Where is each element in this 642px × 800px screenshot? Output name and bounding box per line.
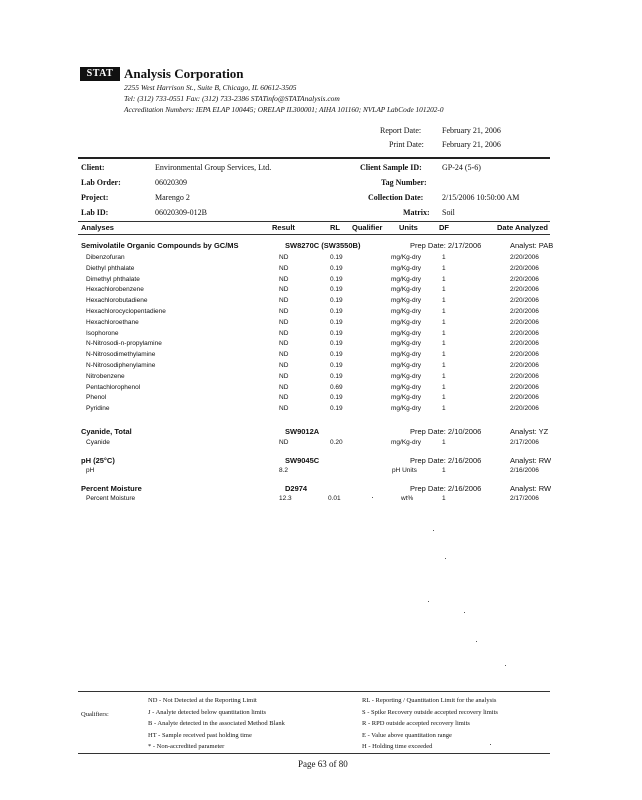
client-sample-label: Client Sample ID:	[360, 163, 422, 172]
analyte-units: mg/Kg-dry	[391, 362, 421, 369]
analyte-name: Hexachloroethane	[86, 318, 139, 326]
analyte-result: ND	[279, 254, 289, 261]
analyte-date: 2/20/2006	[510, 297, 539, 305]
analyte-units: wt%	[401, 495, 414, 502]
analyte-date: 2/20/2006	[510, 275, 539, 283]
analyte-df: 1	[442, 362, 446, 369]
analyte-units: pH Units	[392, 467, 417, 474]
analyte-rl: 0.01	[328, 495, 341, 502]
header-divider	[78, 157, 550, 159]
analyte-result: ND	[279, 275, 289, 283]
report-date: February 21, 2006	[442, 126, 501, 135]
analyte-name: N-Nitrosodi-n-propylamine	[86, 340, 162, 348]
analyte-name: Dibenzofuran	[86, 254, 125, 261]
analyte-date: 2/20/2006	[510, 351, 539, 359]
analyte-date: 2/20/2006	[510, 329, 539, 337]
analyte-date: 2/20/2006	[510, 308, 539, 315]
analyte-name: pH	[86, 467, 95, 474]
analyte-units: mg/Kg-dry	[391, 286, 421, 294]
analyte-date: 2/20/2006	[510, 362, 539, 369]
lab-order-label: Lab Order:	[81, 178, 121, 187]
section-analyst: Analyst: YZ	[510, 427, 549, 436]
analyte-df: 1	[442, 264, 446, 272]
company-logo: STAT	[80, 67, 120, 81]
collection-date-label: Collection Date:	[368, 193, 424, 202]
section-prep-date: Prep Date: 2/17/2006	[410, 241, 482, 250]
analyte-result: ND	[279, 297, 289, 305]
section-method: D2974	[285, 484, 308, 493]
section-prep-date: Prep Date: 2/16/2006	[410, 456, 482, 465]
analyte-df: 1	[442, 351, 446, 359]
print-date-label: Print Date:	[389, 140, 424, 149]
analyte-result: ND	[279, 318, 289, 326]
analyte-units: mg/Kg-dry	[391, 351, 421, 359]
analyte-df: 1	[442, 275, 446, 283]
lab-order-value: 06020309	[155, 178, 187, 187]
company-contact: Tel: (312) 733-0551 Fax: (312) 733-2386 STATinfo@STATAnalysis.com	[124, 94, 340, 103]
accreditation-numbers: Accreditation Numbers: IEPA ELAP 100445; ORELAP IL300001; AIHA 101160; NVLAP LabCode 101202-0	[124, 105, 444, 114]
analyte-units: mg/Kg-dry	[391, 318, 421, 326]
analyte-result: ND	[279, 308, 289, 315]
section-analyst: Analyst: RW	[510, 456, 552, 465]
analyte-date: 2/20/2006	[510, 254, 539, 261]
matrix-value: Soil	[442, 208, 455, 217]
analyte-date: 2/17/2006	[510, 439, 539, 446]
analyte-date: 2/20/2006	[510, 405, 539, 413]
analyte-name: Phenol	[86, 394, 107, 402]
analyte-rl: 0.19	[330, 297, 343, 305]
qualifier-definition: R - RPD outside accepted recovery limits	[362, 720, 470, 727]
lab-id-value: 06020309-012B	[155, 208, 207, 217]
analyte-units: mg/Kg-dry	[391, 264, 421, 272]
analyte-df: 1	[442, 394, 446, 402]
analyte-units: mg/Kg-dry	[391, 340, 421, 348]
section-method: SW9045C	[285, 456, 320, 465]
analyte-units: mg/Kg-dry	[391, 372, 421, 380]
analyte-units: mg/Kg-dry	[391, 254, 421, 261]
analyte-date: 2/20/2006	[510, 383, 539, 391]
col-date-analyzed: Date Analyzed	[497, 223, 548, 232]
analyte-df: 1	[442, 297, 446, 305]
matrix-label: Matrix:	[403, 208, 430, 217]
analyte-result: ND	[279, 362, 289, 369]
analyte-date: 2/20/2006	[510, 394, 539, 402]
analyte-rl: 0.19	[330, 372, 343, 380]
lab-id-label: Lab ID:	[81, 208, 109, 217]
section-title: Percent Moisture	[81, 484, 142, 493]
qualifier-definition: H - Holding time exceeded	[362, 743, 433, 750]
analyte-name: Percent Moisture	[86, 495, 136, 502]
analyte-name: Dimethyl phthalate	[86, 275, 140, 283]
analyte-result: ND	[279, 351, 289, 359]
section-method: SW8270C (SW3550B)	[285, 241, 361, 250]
analyte-date: 2/20/2006	[510, 264, 539, 272]
analyte-units: mg/Kg-dry	[391, 329, 421, 337]
analyte-rl: 0.19	[330, 362, 343, 369]
analyte-result: ND	[279, 439, 289, 446]
analyte-result: ND	[279, 329, 289, 337]
qualifier-definition: B - Analyte detected in the associated Method Blank	[148, 720, 285, 727]
table-top-rule	[78, 221, 550, 222]
analyte-result: ND	[279, 405, 289, 413]
analyte-rl: 0.19	[330, 394, 343, 402]
col-rl: RL	[330, 223, 340, 232]
analyte-rl: 0.19	[330, 308, 343, 315]
section-title: pH (25°C)	[81, 456, 115, 465]
analyte-rl: 0.19	[330, 318, 343, 326]
section-analyst: Analyst: PAB	[510, 241, 554, 250]
client-sample-value: GP-24 (5-6)	[442, 163, 481, 172]
qualifier-definition: ND - Not Detected at the Reporting Limit	[148, 697, 257, 704]
qualifier-definition: * - Non-accredited parameter	[148, 743, 225, 750]
col-result: Result	[272, 223, 295, 232]
analyte-rl: 0.19	[330, 275, 343, 283]
analyte-units: mg/Kg-dry	[391, 275, 421, 283]
analyte-name: Diethyl phthalate	[86, 264, 135, 272]
analyte-name: Nitrobenzene	[86, 372, 125, 380]
analyte-df: 1	[442, 439, 446, 446]
col-df: DF	[439, 223, 449, 232]
analyte-date: 2/16/2006	[510, 467, 539, 474]
analyte-rl: 0.20	[330, 439, 343, 446]
qualifier-definition: E - Value above quantitation range	[362, 731, 452, 739]
analyte-result: ND	[279, 372, 289, 380]
analyte-name: Isophorone	[86, 329, 119, 337]
analyte-df: 1	[442, 405, 446, 413]
analyte-units: mg/Kg-dry	[391, 394, 421, 402]
analyte-df: 1	[442, 340, 446, 348]
qualifier-definition: J - Analyte detected below quantitation limits	[148, 708, 267, 716]
analyte-rl: 0.19	[330, 340, 343, 348]
analyte-df: 1	[442, 308, 446, 315]
analyte-rl: 0.19	[330, 329, 343, 337]
company-address: 2255 West Harrison St., Suite B, Chicago, IL 60612-3505	[124, 83, 297, 92]
analyte-date: 2/20/2006	[510, 372, 539, 380]
analyte-df: 1	[442, 286, 446, 294]
analyte-name: Cyanide	[86, 439, 110, 446]
analyte-df: 1	[442, 318, 446, 326]
analyte-name: Pyridine	[86, 405, 110, 413]
section-analyst: Analyst: RW	[510, 484, 552, 493]
section-prep-date: Prep Date: 2/16/2006	[410, 484, 482, 493]
qualifier-definition: S - Spike Recovery outside accepted recovery limits	[362, 708, 498, 716]
analyte-name: Hexachlorobutadiene	[86, 297, 148, 305]
analyte-result: ND	[279, 264, 289, 272]
table-header-rule	[78, 234, 550, 235]
analyte-units: mg/Kg-dry	[391, 383, 421, 391]
analyte-units: mg/Kg-dry	[391, 439, 421, 446]
col-units: Units	[399, 223, 418, 232]
analyte-rl: 0.19	[330, 254, 343, 261]
section-title: Semivolatile Organic Compounds by GC/MS	[81, 241, 239, 250]
analyte-rl: 0.19	[330, 264, 343, 272]
company-name: Analysis Corporation	[124, 66, 244, 81]
analyte-rl: 0.19	[330, 351, 343, 359]
analyte-date: 2/20/2006	[510, 286, 539, 294]
analyte-df: 1	[442, 467, 446, 474]
analyte-rl: 0.19	[330, 286, 343, 294]
analyte-df: 1	[442, 372, 446, 380]
analyte-df: 1	[442, 329, 446, 337]
report-date-label: Report Date:	[380, 126, 422, 135]
section-title: Cyanide, Total	[81, 427, 132, 436]
analyte-name: Pentachlorophenol	[86, 383, 141, 391]
client-value: Environmental Group Services, Ltd.	[155, 163, 272, 172]
analyte-name: N-Nitrosodimethylamine	[86, 351, 156, 359]
project-label: Project:	[81, 193, 109, 202]
qualifier-definition: HT - Sample received past holding time	[148, 731, 252, 739]
footer-rule	[78, 691, 550, 692]
analyte-date: 2/20/2006	[510, 340, 539, 348]
collection-date-value: 2/15/2006 10:50:00 AM	[442, 193, 520, 202]
qualifier-definition: RL - Reporting / Quantitation Limit for the analysis	[362, 697, 497, 704]
analyte-df: 1	[442, 383, 446, 391]
col-qualifier: Qualifier	[352, 223, 383, 232]
analyte-date: 2/20/2006	[510, 318, 539, 326]
col-analyses: Analyses	[81, 223, 114, 232]
analyte-result: 12.3	[279, 495, 292, 502]
analyte-units: mg/Kg-dry	[391, 405, 421, 413]
analyte-result: ND	[279, 383, 289, 391]
analyte-rl: 0.19	[330, 405, 343, 413]
analyte-name: Hexachlorobenzene	[86, 286, 144, 294]
analyte-result: ND	[279, 340, 289, 348]
project-value: Marengo 2	[155, 193, 190, 202]
analyte-result: ND	[279, 394, 289, 402]
analyte-name: N-Nitrosodiphenylamine	[86, 362, 156, 369]
analyte-rl: 0.69	[330, 383, 343, 391]
client-label: Client:	[81, 163, 105, 172]
tag-label: Tag Number:	[381, 178, 427, 187]
footer-bottom-rule	[78, 753, 550, 754]
print-date: February 21, 2006	[442, 140, 501, 149]
analyte-units: mg/Kg-dry	[391, 308, 421, 315]
page-number: Page 63 of 80	[298, 759, 348, 769]
section-prep-date: Prep Date: 2/10/2006	[410, 427, 482, 436]
analyte-result: 8.2	[279, 467, 289, 474]
analyte-units: mg/Kg-dry	[391, 297, 421, 305]
analyte-result: ND	[279, 286, 289, 294]
analyte-df: 1	[442, 495, 446, 502]
section-method: SW9012A	[285, 427, 320, 436]
analyte-df: 1	[442, 254, 446, 261]
analyte-name: Hexachlorocyclopentadiene	[86, 308, 166, 315]
qualifiers-label: Qualifiers:	[81, 711, 109, 718]
analyte-date: 2/17/2006	[510, 495, 539, 502]
